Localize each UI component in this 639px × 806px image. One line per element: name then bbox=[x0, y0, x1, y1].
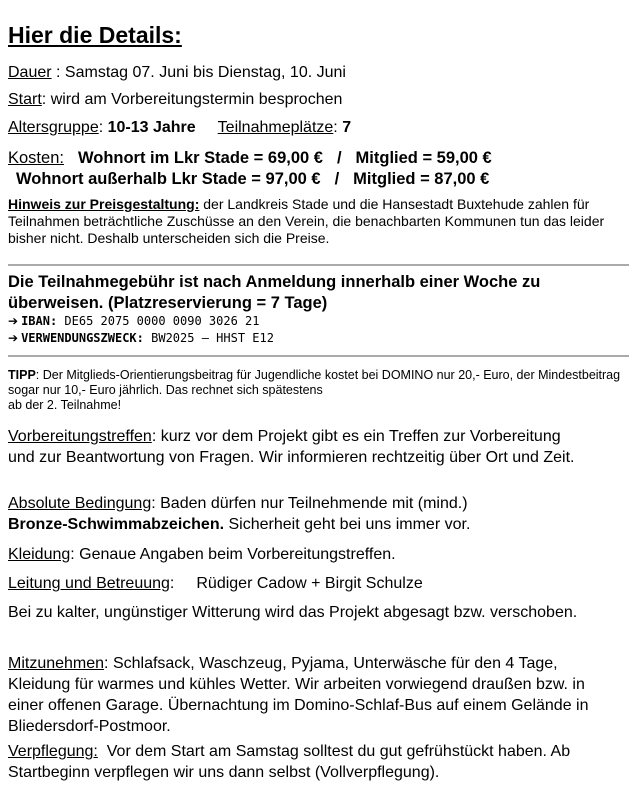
teilnahmeplaetze-value: 7 bbox=[342, 119, 352, 136]
bedingung-paragraph bbox=[8, 493, 629, 535]
vorbereitung-label: Vorbereitungstreffen bbox=[8, 428, 152, 445]
iban-value: DE65 2075 0000 0090 3026 21 bbox=[64, 314, 260, 328]
bedingung-bold: Bronze-Schwimmabzeichen. bbox=[8, 516, 225, 533]
bedingung-label: Absolute Bedingung bbox=[8, 495, 152, 512]
verpflegung-text: Vor dem Start am Samstag solltest du gut gefrühstückt haben. Ab Startbeginn verpflegen wir uns dann selbst (Vollverpflegung). bbox=[8, 743, 575, 781]
dauer-value: : Samstag 07. Juni bis Dienstag, 10. Juni bbox=[51, 64, 346, 81]
kosten-line-2: Wohnort außerhalb Lkr Stade = 97,00 € / Mitglied = 87,00 € bbox=[16, 170, 490, 188]
mitzunehmen-paragraph bbox=[8, 653, 617, 737]
kosten-line-1: Kosten: Wohnort im Lkr Stade = 69,00 € / Mitglied = 59,00 € bbox=[8, 149, 492, 167]
tipp-label: TIPP bbox=[8, 368, 36, 382]
vorbereitung-text: : kurz vor dem Projekt gibt es ein Treffen zur Vorbereitung und zur Beantwortung von Fragen. Wir informieren rechtzeitig über Ort und Zeit. bbox=[8, 428, 575, 466]
verpflegung-paragraph bbox=[8, 741, 629, 783]
kosten-mitglied-ausserhalb: Mitglied = 87,00 € bbox=[353, 170, 490, 188]
tipp-paragraph bbox=[8, 368, 621, 413]
arrow-right-icon: ➔ bbox=[8, 331, 19, 345]
hinweis-paragraph bbox=[8, 196, 629, 247]
mitzunehmen-label: Mitzunehmen bbox=[8, 655, 105, 672]
divider-2 bbox=[8, 355, 629, 357]
altersgruppe-label: Altersgruppe bbox=[8, 119, 99, 136]
verpflegung-label: Verpflegung: bbox=[8, 743, 98, 760]
teilnahmeplaetze-label: Teilnahmeplätze bbox=[217, 119, 334, 136]
arrow-right-icon: ➔ bbox=[8, 314, 19, 328]
leitung-text: Rüdiger Cadow + Birgit Schulze bbox=[196, 575, 423, 592]
payment-heading: Die Teilnahmegebühr ist nach Anmeldung innerhalb einer Woche zu überweisen. (Platzreservierung = 7 Tage) bbox=[8, 273, 541, 312]
divider-1 bbox=[8, 264, 629, 266]
start-line bbox=[8, 89, 629, 110]
altersgruppe-line: Altersgruppe: 10-13 Jahre Teilnahmeplätze: 7 bbox=[8, 119, 352, 136]
tipp-text-2: ab der 2. Teilnahme! bbox=[8, 398, 122, 412]
kleidung-line bbox=[8, 544, 629, 565]
vorbereitung-paragraph bbox=[8, 426, 579, 468]
start-label: Start bbox=[8, 91, 42, 108]
iban-line bbox=[8, 314, 629, 329]
tipp-text: : Der Mitglieds-Orientierungsbeitrag für Jugendliche kostet bei DOMINO nur 20,- Euro, der Mindestbeitrag sogar nur 10,- Euro jährlich. Das rechnet sich spätestens bbox=[8, 368, 621, 397]
hinweis-label: Hinweis zur Preisgestaltung: bbox=[8, 196, 200, 212]
verwendungszweck-label: VERWENDUNGSZWECK: bbox=[21, 331, 144, 345]
dauer-label: Dauer bbox=[8, 64, 52, 81]
kleidung-label: Kleidung bbox=[8, 546, 71, 563]
kosten-mitglied-stade: Mitglied = 59,00 € bbox=[355, 149, 492, 167]
wetter-paragraph: Bei zu kalter, ungünstiger Witterung wird das Projekt abgesagt bzw. verschoben. bbox=[8, 604, 578, 621]
dauer-line bbox=[8, 62, 629, 83]
verwendungszweck-value: BW2025 – HHST E12 bbox=[151, 331, 274, 345]
kleidung-text: : Genaue Angaben beim Vorbereitungstreffen. bbox=[70, 546, 396, 563]
iban-label: IBAN: bbox=[21, 314, 58, 328]
kosten-wohnort-stade: Wohnort im Lkr Stade = 69,00 € bbox=[77, 149, 323, 167]
verwendungszweck-line bbox=[8, 331, 629, 346]
bedingung-text: : Baden dürfen nur Teilnehmende mit (mind.) bbox=[151, 495, 468, 512]
hinweis-text: der Landkreis Stade und die Hansestadt Buxtehude zahlen für Teilnahmen beträchtliche Zuschüsse an den Verein, die benachbarten Kommunen tun das leider bisher nicht. Deshalb unterscheiden sich die Preise. bbox=[8, 196, 605, 246]
altersgruppe-value: 10-13 Jahre bbox=[107, 119, 196, 136]
bedingung-text-2: Sicherheit geht bei uns immer vor. bbox=[224, 516, 471, 533]
start-value: : wird am Vorbereitungstermin besprochen bbox=[41, 91, 343, 108]
mitzunehmen-text: : Schlafsack, Waschzeug, Pyjama, Unterwäsche für den 4 Tage, Kleidung für warmes und kühles Wetter. Wir arbeiten vorwiegend draußen bzw. in einer offenen Garage. Übernachtung im Domino-Schlaf-Bus auf einem Gelände in Bliedersdorf-Postmoor. bbox=[8, 655, 589, 735]
kosten-wohnort-ausserhalb: Wohnort außerhalb Lkr Stade = 97,00 € bbox=[16, 170, 321, 188]
page-title: Hier die Details: bbox=[8, 22, 182, 48]
leitung-line: Leitung und Betreuung: Rüdiger Cadow + Birgit Schulze bbox=[8, 575, 423, 592]
kosten-label: Kosten: bbox=[8, 149, 64, 167]
leitung-label: Leitung und Betreuung bbox=[8, 575, 170, 592]
